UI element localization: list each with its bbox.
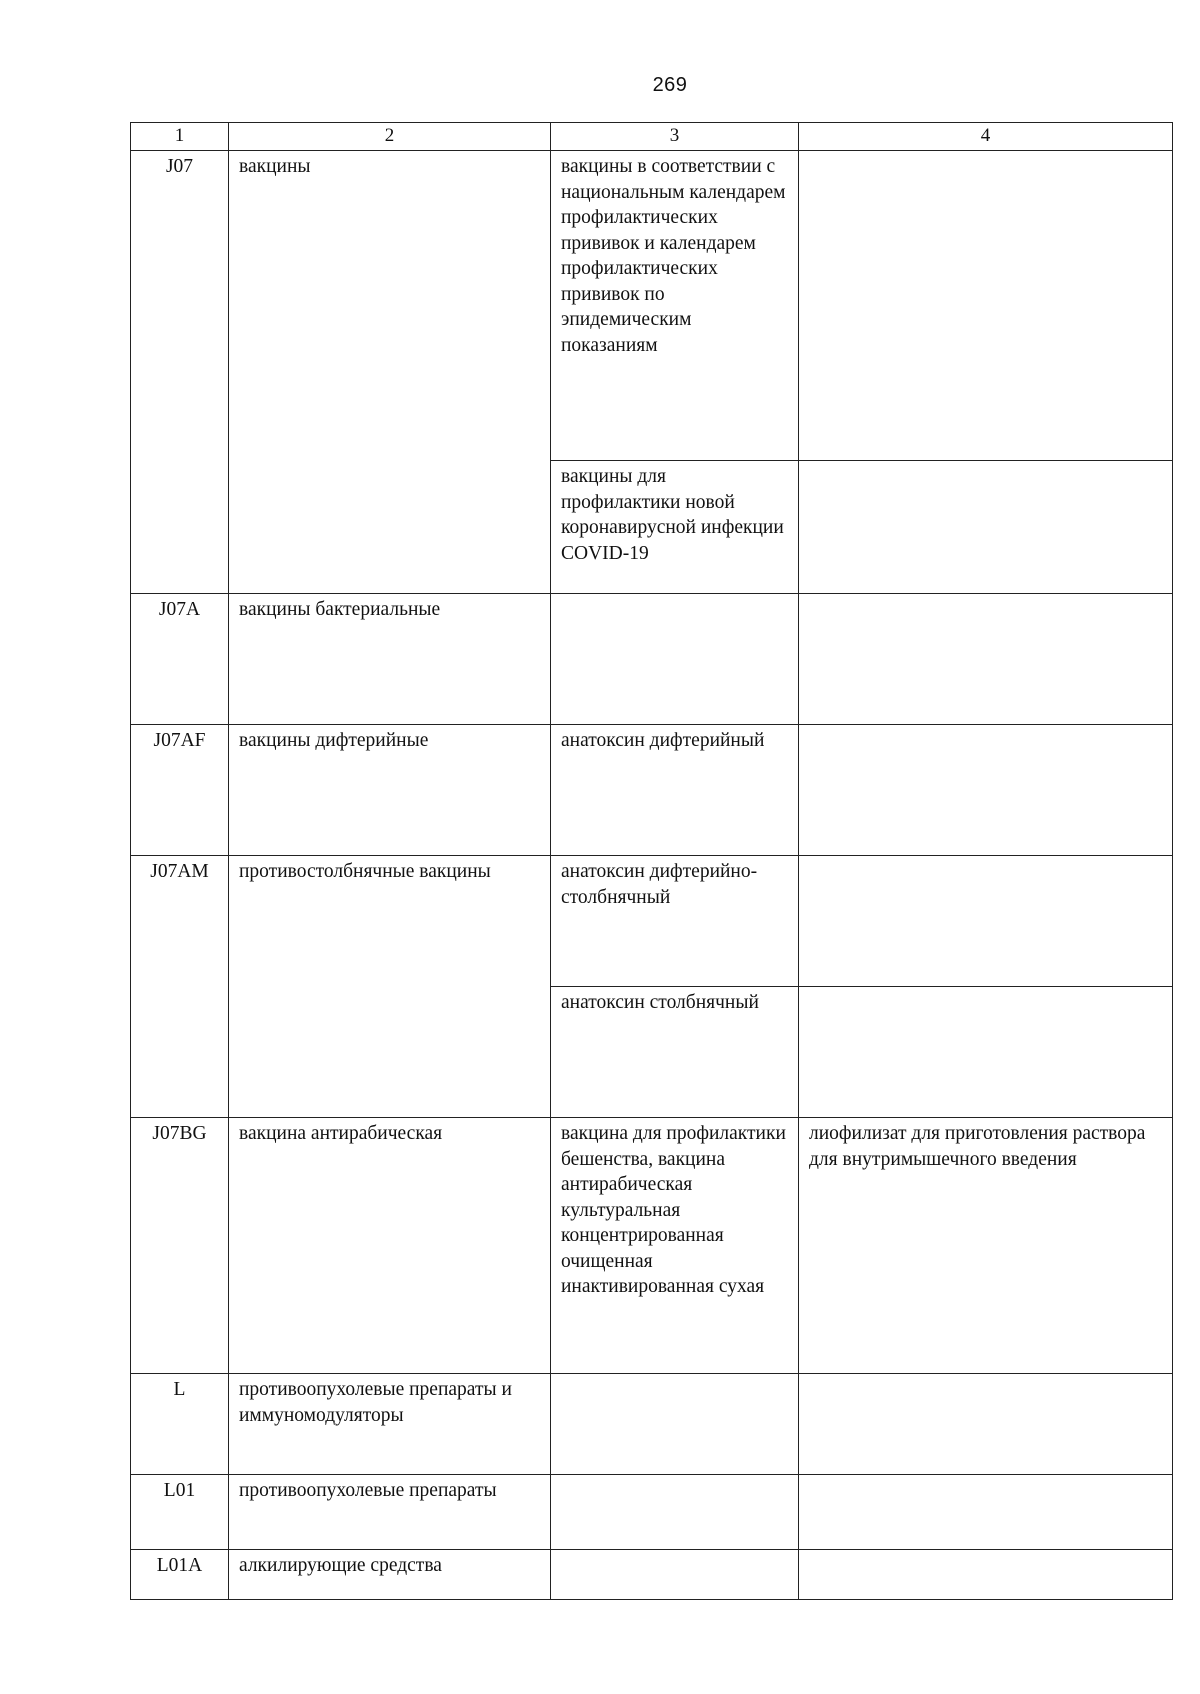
dosage-form: лиофилизат для приготовления раствора для внутримышечного введения: [799, 1118, 1173, 1374]
atc-code: J07AM: [131, 856, 229, 1118]
dosage-form: [799, 461, 1173, 594]
atc-group-name: вакцины: [229, 151, 551, 594]
atc-code: L: [131, 1374, 229, 1475]
dosage-form: [799, 987, 1173, 1118]
atc-code: J07A: [131, 594, 229, 725]
drug-table: [130, 122, 1173, 1600]
table-row: [131, 594, 1173, 725]
atc-group-name: вакцины бактериальные: [229, 594, 551, 725]
table-row: [131, 725, 1173, 856]
header-col-1: 1: [131, 123, 229, 151]
atc-group-name: алкилирующие средства: [229, 1550, 551, 1600]
drug-name: [551, 1475, 799, 1550]
header-col-2: 2: [229, 123, 551, 151]
atc-group-name: противоопухолевые препараты: [229, 1475, 551, 1550]
drug-name: вакцины для профилактики новой коронавирусной инфекции COVID-19: [551, 461, 799, 594]
drug-name: [551, 1550, 799, 1600]
atc-code: J07: [131, 151, 229, 594]
dosage-form: [799, 725, 1173, 856]
atc-code: J07BG: [131, 1118, 229, 1374]
atc-code: J07AF: [131, 725, 229, 856]
drug-name: анатоксин столбнячный: [551, 987, 799, 1118]
drug-name: вакцины в соответствии с национальным календарем профилактических прививок и календарем профилактических прививок по эпидемическим показаниям: [551, 151, 799, 461]
dosage-form: [799, 151, 1173, 461]
atc-group-name: противостолбнячные вакцины: [229, 856, 551, 1118]
header-col-4: 4: [799, 123, 1173, 151]
atc-code: L01A: [131, 1550, 229, 1600]
drug-name: анатоксин дифтерийно-столбнячный: [551, 856, 799, 987]
page-number: 269: [652, 74, 688, 96]
drug-name: [551, 1374, 799, 1475]
atc-group-name: вакцина антирабическая: [229, 1118, 551, 1374]
table-row: [131, 1374, 1173, 1475]
atc-code: L01: [131, 1475, 229, 1550]
atc-group-name: противоопухолевые препараты и иммуномодуляторы: [229, 1374, 551, 1475]
drug-name: анатоксин дифтерийный: [551, 725, 799, 856]
table-header-row: [131, 123, 1173, 151]
header-col-3: 3: [551, 123, 799, 151]
table-row: [131, 1550, 1173, 1600]
drug-name: [551, 594, 799, 725]
table-row: [131, 1475, 1173, 1550]
table-row: [131, 1118, 1173, 1374]
dosage-form: [799, 1550, 1173, 1600]
dosage-form: [799, 594, 1173, 725]
dosage-form: [799, 1475, 1173, 1550]
dosage-form: [799, 856, 1173, 987]
table-row: [131, 856, 1173, 987]
dosage-form: [799, 1374, 1173, 1475]
table-row: [131, 151, 1173, 461]
atc-group-name: вакцины дифтерийные: [229, 725, 551, 856]
drug-name: вакцина для профилактики бешенства, вакцина антирабическая культуральная концентрированная очищенная инактивированная сухая: [551, 1118, 799, 1374]
